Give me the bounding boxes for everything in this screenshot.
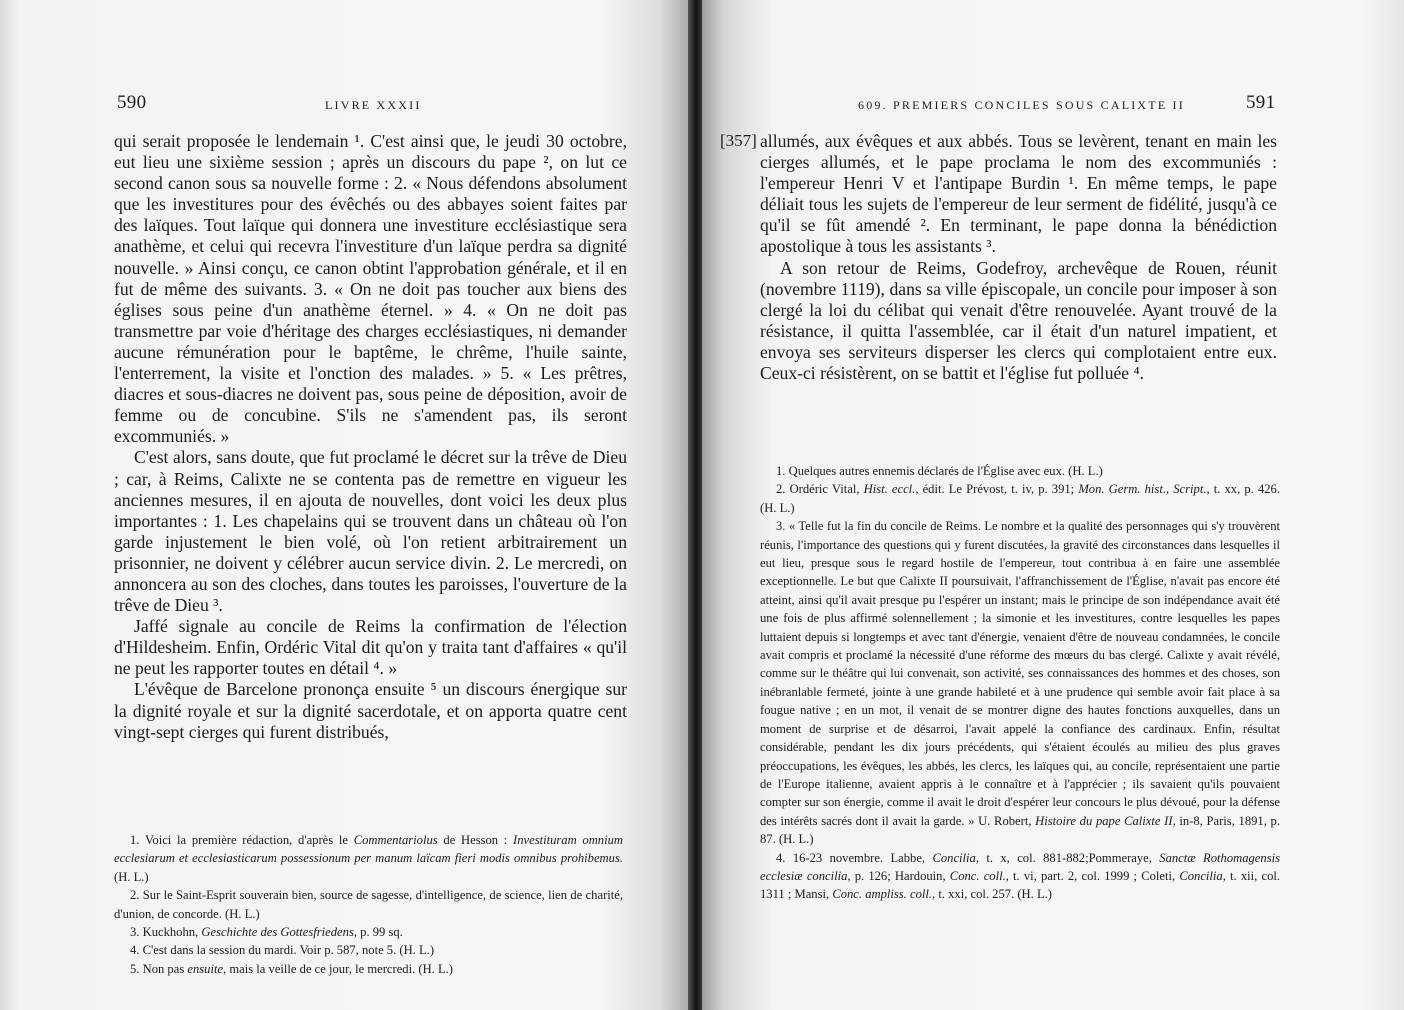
left-paragraph-2: C'est alors, sans doute, que fut proclamé le décret sur la trêve de Dieu ; car, à Reims, Calixte ne se contenta pas de remettre en vigueur les anciennes mesures, il en ajouta de nouvelles, dont voici les deux plus importantes : 1. Les chapelains qui se trouvent dans un château où l'on garde injustement le bien volé, où l'on retient arbitrairement un prisonnier, ne doivent y célébrer aucun service divin. 2. Le mercredi, on annoncera au son des cloches, dans toutes les paroisses, l'ouverture de la trêve de Dieu ³.	[114, 447, 627, 616]
left-footnote-3: 3. Kuckhohn, Geschichte des Gottesfriedens, p. 99 sq.	[130, 925, 403, 940]
right-paragraph-2: A son retour de Reims, Godefroy, archevêque de Rouen, réunit (novembre 1119), dans sa ville épiscopale, un concile pour imposer à son clergé la loi du célibat qui venait d'être renouvelée. Ayant trouvé de la résistance, il quitta l'assemblée, car il était d'un naturel impatient, et envoya ses serviteurs disperser les clercs qui complotaient entre eux. Ceux-ci résistèrent, on se battit et l'église fut polluée ⁴.	[760, 257, 1277, 384]
right-page-number: 591	[1246, 92, 1276, 113]
margin-reference: [357]	[720, 131, 757, 150]
left-page-number: 590	[117, 92, 147, 113]
right-footnote-2: 2. Ordéric Vital, Hist. eccl., édit. Le Prévost, t. iv, p. 391; Mon. Germ. hist., Script., t. xx, p. 426. (H. L.)	[760, 482, 1280, 515]
left-body-text	[114, 131, 627, 743]
left-footnote-5: 5. Non pas ensuite, mais la veille de ce jour, le mercredi. (H. L.)	[130, 961, 453, 976]
right-footnote-4: 4. 16-23 novembre. Labbe, Concilia, t. x, col. 881-882;Pommeraye, Sanctæ Rothomagensis ecclesiæ concilia, p. 126; Hardouin, Conc. coll., t. vi, part. 2, col. 1999 ; Coleti, Concilia, t. xii, col. 1311 ; Mansi, Conc. ampliss. coll., t. xxi, col. 257. (H. L.)	[760, 850, 1281, 902]
left-footnotes	[114, 831, 623, 978]
left-footnote-4: 4. C'est dans la session du mardi. Voir p. 587, note 5. (H. L.)	[130, 943, 435, 958]
left-footnote-2: 2. Sur le Saint-Esprit souverain bien, source de sagesse, d'intelligence, de science, lien de charité, d'union, de concorde. (H. L.)	[114, 888, 623, 921]
right-running-title: 609. PREMIERS CONCILES SOUS CALIXTE II	[858, 98, 1185, 112]
left-running-title: LIVRE XXXII	[325, 98, 422, 112]
left-paragraph-4: L'évêque de Barcelone prononça ensuite ⁵ un discours énergique sur la dignité royale et sur la dignité sacerdotale, et on apporta quatre cent vingt-sept cierges qui furent distribués,	[114, 679, 627, 742]
left-page	[0, 0, 690, 1010]
right-paragraph-1: allumés, aux évêques et aux abbés. Tous se levèrent, tenant en main les cierges allumés, et le pape proclama le nom des excommuniés : l'empereur Henri V et l'antipape Burdin ¹. En même temps, le pape déliait tous les sujets de l'empereur de leur serment de fidélité, jusqu'à ce qu'il se fût amendé ². En terminant, le pape donna la bénédiction apostolique à tous les assistants ³.	[760, 131, 1277, 257]
right-footnote-1: 1. Quelques autres ennemis déclarés de l'Église avec eux. (H. L.)	[776, 464, 1103, 478]
right-footnotes	[760, 462, 1280, 904]
left-paragraph-1: qui serait proposée le lendemain ¹. C'est ainsi que, le jeudi 30 octobre, eut lieu une sixième session ; après un discours du pape ², on lut ce second canon sous sa nouvelle forme : 2. « Nous défendons absolument que les investitures pour des évêchés ou des abbayes soient faites par des laïques. Tout laïque qui donnera une investiture ecclésiastique sera anathème, et celui qui recevra l'investiture d'un laïque perdra sa dignité nouvelle. » Ainsi conçu, ce canon obtint l'approbation générale, et il en fut de même des suivants. 3. « On ne doit pas toucher aux biens des églises sous peine d'un anathème éternel. » 4. « On ne doit pas transmettre par voie d'héritage des charges ecclésiastiques, ni demander aucune rémunération pour le baptême, le chrême, l'huile sainte, l'enterrement, la visite et l'onction des malades. » 5. « Les prêtres, diacres et sous-diacres ne doivent pas, sous peine de déposition, avoir de femme ou de concubine. S'ils ne s'amendent pas, ils seront excommuniés. »	[114, 131, 627, 447]
left-footnote-1: 1. Voici la première rédaction, d'après le Commentariolus de Hesson : Investituram omnium ecclesiarum et ecclesiasticarum possessionum per manum laïcam fieri modis omnibus prohibemus. (H. L.)	[114, 833, 623, 884]
left-paragraph-3: Jaffé signale au concile de Reims la confirmation de l'élection d'Hildesheim. Enfin, Ordéric Vital dit qu'on y traita tant d'affaires « qu'il ne peut les rapporter toutes en détail ⁴. »	[114, 616, 627, 679]
right-footnote-3: 3. « Telle fut la fin du concile de Reims. Le nombre et la qualité des personnages qui s'y trouvèrent réunis, l'importance des questions qui y furent discutées, la gravité des circonstances dans lesquelles il eut lieu, presque sous le regard hostile de l'empereur, tout contribua à en faire une assemblée exceptionnelle. Le but que Calixte II poursuivait, l'affranchissement de l'Église, n'avait pas encore été atteint, ainsi qu'il avait presque pu l'espérer un instant; mais le principe de son indépendance avait été une fois de plus affirmé solennellement ; la simonie et les investitures, contre lesquelles les papes luttaient depuis si longtemps et avec tant d'énergie, venaient d'être de nouveau condamnées, le concile avait compris et proclamé la nécessité d'une réforme des mœurs du bas clergé. Calixte y avait révélé, comme sur le théâtre qui lui convenait, son activité, ses connaissances des hommes et des choses, son inébranlable fermeté, jointe à une grande habileté et à une prudence qui semble avoir fait place à sa fougue native ; en un mot, il venait de se montrer digne des hautes fonctions auxquelles, dans un moment de surprise et de désarroi, l'avait appelé la confiance des cardinaux. Enfin, résultat considérable, pendant les dix jours précédents, qui s'étaient écoulés au milieu des plus graves préoccupations, les évêques, les abbés, les clercs, les laïques qui, au concile, représentaient une partie de l'Europe italienne, avaient appris à le connaître et à l'apprécier ; ils savaient qu'ils pouvaient compter sur son énergie, comme il avait le droit d'espérer leur concours le plus dévoué, pour la défense des intérêts sacrés dont il avait la garde. » U. Robert, Histoire du pape Calixte II, in-8, Paris, 1891, p. 87. (H. L.)	[760, 519, 1280, 847]
right-body-text	[760, 131, 1277, 384]
right-page	[702, 0, 1404, 1010]
